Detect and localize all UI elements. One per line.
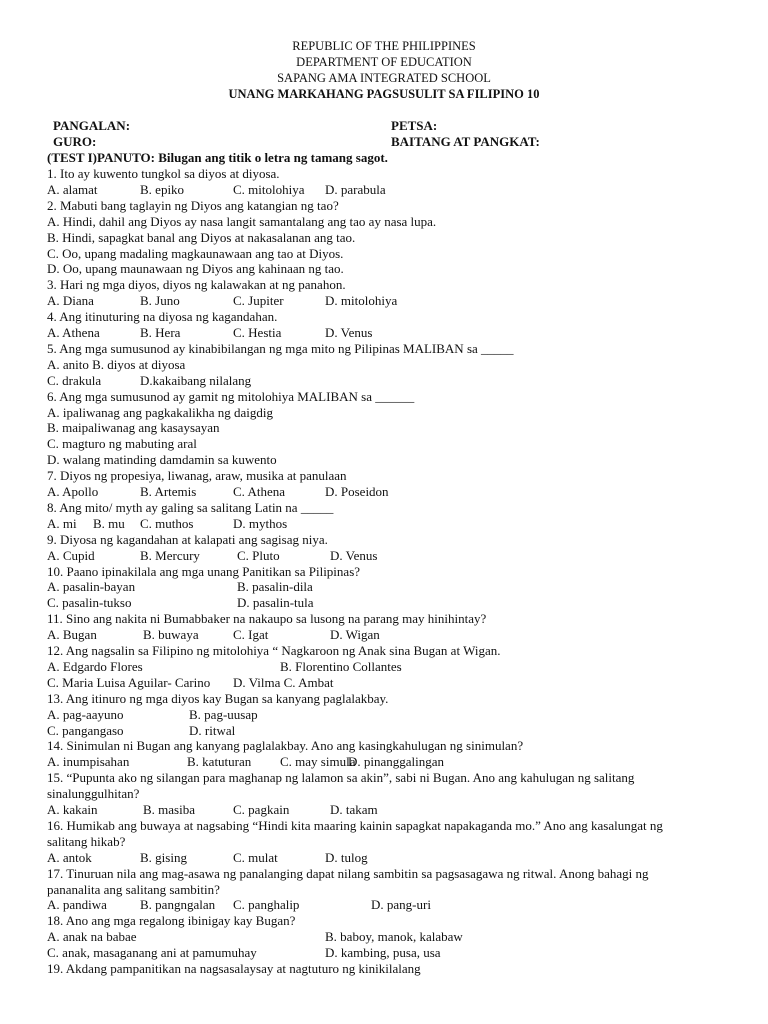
question-line: pananalita ang salitang sambitin? xyxy=(47,881,220,897)
question-line: D. Oo, upang maunawaan ng Diyos ang kahinaan ng tao. xyxy=(47,261,344,277)
header-department: DEPARTMENT OF EDUCATION xyxy=(296,55,472,69)
question-line: sinalunggulhitan? xyxy=(47,786,140,802)
question-line: 1. Ito ay kuwento tungkol sa diyos at diyosa. xyxy=(47,166,280,181)
question-line: C. magturo ng mabuting aral xyxy=(47,436,197,452)
answer-choice[interactable]: B. baboy, manok, kalabaw xyxy=(325,929,463,945)
answer-choice[interactable]: C. panghalip xyxy=(233,897,300,913)
answer-choice[interactable]: B. katuturan xyxy=(187,754,252,770)
answer-choice[interactable]: C. Hestia xyxy=(233,325,282,340)
test-instruction: (TEST I)PANUTO: Bilugan ang titik o letra ng tamang sagot. xyxy=(47,150,388,165)
answer-choice[interactable]: D. takam xyxy=(330,802,378,817)
answer-choice[interactable]: A. pasalin-bayan xyxy=(47,579,136,595)
answer-choice[interactable]: C. Pluto xyxy=(237,547,280,563)
question-line: 18. Ano ang mga regalong ibinigay kay Bugan? xyxy=(47,913,296,929)
answer-choice[interactable]: D. tulog xyxy=(325,849,368,865)
question-line: 13. Ang itinuro ng mga diyos kay Bugan sa kanyang paglalakbay. xyxy=(47,690,389,706)
answer-choice[interactable]: B. gising xyxy=(140,849,187,865)
answer-choice[interactable]: C. Maria Luisa Aguilar- Carino xyxy=(47,674,211,690)
question-line: 14. Sinimulan ni Bugan ang kanyang paglalakbay. Ano ang kasingkahulugan ng sinimulan? xyxy=(47,738,524,754)
answer-choice[interactable]: A. alamat xyxy=(47,181,98,197)
answer-choice[interactable]: C. Igat xyxy=(233,627,269,643)
answer-choice[interactable]: C. muthos xyxy=(140,515,194,531)
answer-choice[interactable]: D. pasalin-tula xyxy=(237,595,314,611)
answer-choice[interactable]: B. Florentino Collantes xyxy=(280,658,402,674)
field-pangalan: PANGALAN: xyxy=(53,118,131,133)
answer-choice[interactable]: B. pag-uusap xyxy=(189,706,258,722)
answer-choice[interactable]: A. Diana xyxy=(47,293,94,309)
answer-choice[interactable]: A. Bugan xyxy=(47,627,97,643)
question-line: 9. Diyosa ng kagandahan at kalapati ang sagisag niya. xyxy=(47,531,328,547)
question-line: D. walang matinding damdamin sa kuwento xyxy=(47,452,277,468)
answer-choice[interactable]: A. anak na babae xyxy=(47,929,137,945)
answer-choice[interactable]: C. pangangaso xyxy=(47,722,124,738)
question-line: C. Oo, upang madaling magkaunawaan ang tao at Diyos. xyxy=(47,245,344,261)
question-line: B. Hindi, sapagkat banal ang Diyos at nakasalanan ang tao. xyxy=(47,229,356,245)
answer-choice[interactable]: D. Wigan xyxy=(330,627,380,643)
question-line: A. Hindi, dahil ang Diyos ay nasa langit samantalang ang tao ay nasa lupa. xyxy=(47,213,437,229)
question-line: 10. Paano ipinakilala ang mga unang Panitikan sa Pilipinas? xyxy=(47,563,361,579)
question-line: B. maipaliwanag ang kasaysayan xyxy=(47,420,220,436)
answer-choice[interactable]: C. drakula xyxy=(47,372,102,388)
answer-choice[interactable]: D.kakaibang nilalang xyxy=(140,372,252,388)
answer-choice[interactable]: B. Juno xyxy=(140,293,180,309)
answer-choice[interactable]: B. masiba xyxy=(143,802,195,817)
answer-choice[interactable]: C. anak, masaganang ani at pamumuhay xyxy=(47,945,257,961)
question-line: 4. Ang itinuturing na diyosa ng kagandahan. xyxy=(47,309,278,325)
question-line: 19. Akdang pampanitikan na nagsasalaysay at nagtuturo ng kinikilalang xyxy=(47,961,421,976)
answer-choice[interactable]: A. kakain xyxy=(47,802,98,817)
question-line: salitang hikab? xyxy=(47,833,126,849)
question-line: 7. Diyos ng propesiya, liwanag, araw, musika at panulaan xyxy=(47,468,347,484)
answer-choice[interactable]: A. pag-aayuno xyxy=(47,706,124,722)
question-line: 11. Sino ang nakita ni Bumabbaker na nakaupo sa lusong na parang may hinihintay? xyxy=(47,611,487,627)
question-line: 8. Ang mito/ myth ay galing sa salitang Latin na _____ xyxy=(47,499,334,515)
answer-choice[interactable]: A. inumpisahan xyxy=(47,754,130,770)
answer-choice[interactable]: B. epiko xyxy=(140,181,185,197)
answer-choice[interactable]: B. mu xyxy=(93,515,125,531)
question-line: 12. Ang nagsalin sa Filipino ng mitolohiya “ Nagkaroon ng Anak sina Bugan at Wigan. xyxy=(47,643,501,658)
answer-choice[interactable]: A. pandiwa xyxy=(47,897,107,913)
question-line: A. anito B. diyos at diyosa xyxy=(47,356,186,372)
answer-choice[interactable]: D. pang-uri xyxy=(371,897,431,913)
answer-choice[interactable]: C. mulat xyxy=(233,849,278,865)
answer-choice[interactable]: C. may simula xyxy=(280,754,356,770)
answer-choice[interactable]: D. Venus xyxy=(325,325,373,340)
answer-choice[interactable]: A. mi xyxy=(47,515,77,531)
answer-choice[interactable]: C. mitolohiya xyxy=(233,181,305,197)
question-line: 5. Ang mga sumusunod ay kinabibilangan ng mga mito ng Pilipinas MALIBAN sa _____ xyxy=(47,340,514,356)
answer-choice[interactable]: B. Hera xyxy=(140,325,181,340)
answer-choice[interactable]: D. ritwal xyxy=(189,722,236,738)
answer-choice[interactable]: B. Artemis xyxy=(140,484,197,499)
question-line: 2. Mabuti bang taglayin ng Diyos ang katangian ng tao? xyxy=(47,197,339,213)
answer-choice[interactable]: D. mitolohiya xyxy=(325,293,398,309)
answer-choice[interactable]: C. Jupiter xyxy=(233,293,284,309)
field-guro: GURO: xyxy=(53,134,97,149)
answer-choice[interactable]: A. Edgardo Flores xyxy=(47,658,143,674)
answer-choice[interactable]: D. Vilma C. Ambat xyxy=(233,674,334,690)
answer-choice[interactable]: D. mythos xyxy=(233,515,288,531)
answer-choice[interactable]: A. antok xyxy=(47,849,92,865)
header-exam-title: UNANG MARKAHANG PAGSUSULIT SA FILIPINO 10 xyxy=(228,87,540,101)
field-baitang-at-pangkat: BAITANG AT PANGKAT: xyxy=(391,134,540,149)
answer-choice[interactable]: B. pasalin-dila xyxy=(237,579,313,595)
field-petsa: PETSA: xyxy=(391,118,438,133)
question-line: 15. “Pupunta ako ng silangan para maghanap ng lalamon sa akin”, sabi ni Bugan. Ano ang kahulugan ng salitang xyxy=(47,770,635,786)
answer-choice[interactable]: D. Venus xyxy=(330,547,378,563)
header-school: SAPANG AMA INTEGRATED SCHOOL xyxy=(277,71,491,85)
question-line: 3. Hari ng mga diyos, diyos ng kalawakan at ng panahon. xyxy=(47,277,346,293)
answer-choice[interactable]: A. Cupid xyxy=(47,547,95,563)
question-line: 17. Tinuruan nila ang mag-asawa ng panalanging dapat nilang sambitin sa pagsasagawa ng ritwal. Anong bahagi ng xyxy=(47,865,649,881)
answer-choice[interactable]: C. pagkain xyxy=(233,802,290,817)
question-line: A. ipaliwanag ang pagkakalikha ng daigdig xyxy=(47,404,273,420)
question-line: 6. Ang mga sumusunod ay gamit ng mitolohiya MALIBAN sa ______ xyxy=(47,388,415,404)
question-line: 16. Humikab ang buwaya at nagsabing “Hindi kita maaring kainin sapagkat napakaganda mo.” Ano ang kasalungat ng xyxy=(47,817,663,833)
answer-choice[interactable]: B. Mercury xyxy=(140,547,200,563)
header-republic: REPUBLIC OF THE PHILIPPINES xyxy=(292,39,476,53)
answer-choice[interactable]: D. kambing, pusa, usa xyxy=(325,945,441,961)
answer-choice[interactable]: B. pangngalan xyxy=(140,897,216,913)
answer-choice[interactable]: C. Athena xyxy=(233,484,285,499)
answer-choice[interactable]: D. pinanggalingan xyxy=(348,754,445,770)
answer-choice[interactable]: A. Athena xyxy=(47,325,100,340)
answer-choice[interactable]: C. pasalin-tukso xyxy=(47,595,132,611)
answer-choice[interactable]: A. Apollo xyxy=(47,484,99,499)
answer-choice[interactable]: D. parabula xyxy=(325,181,386,197)
answer-choice[interactable]: D. Poseidon xyxy=(325,484,389,499)
answer-choice[interactable]: B. buwaya xyxy=(143,627,199,643)
